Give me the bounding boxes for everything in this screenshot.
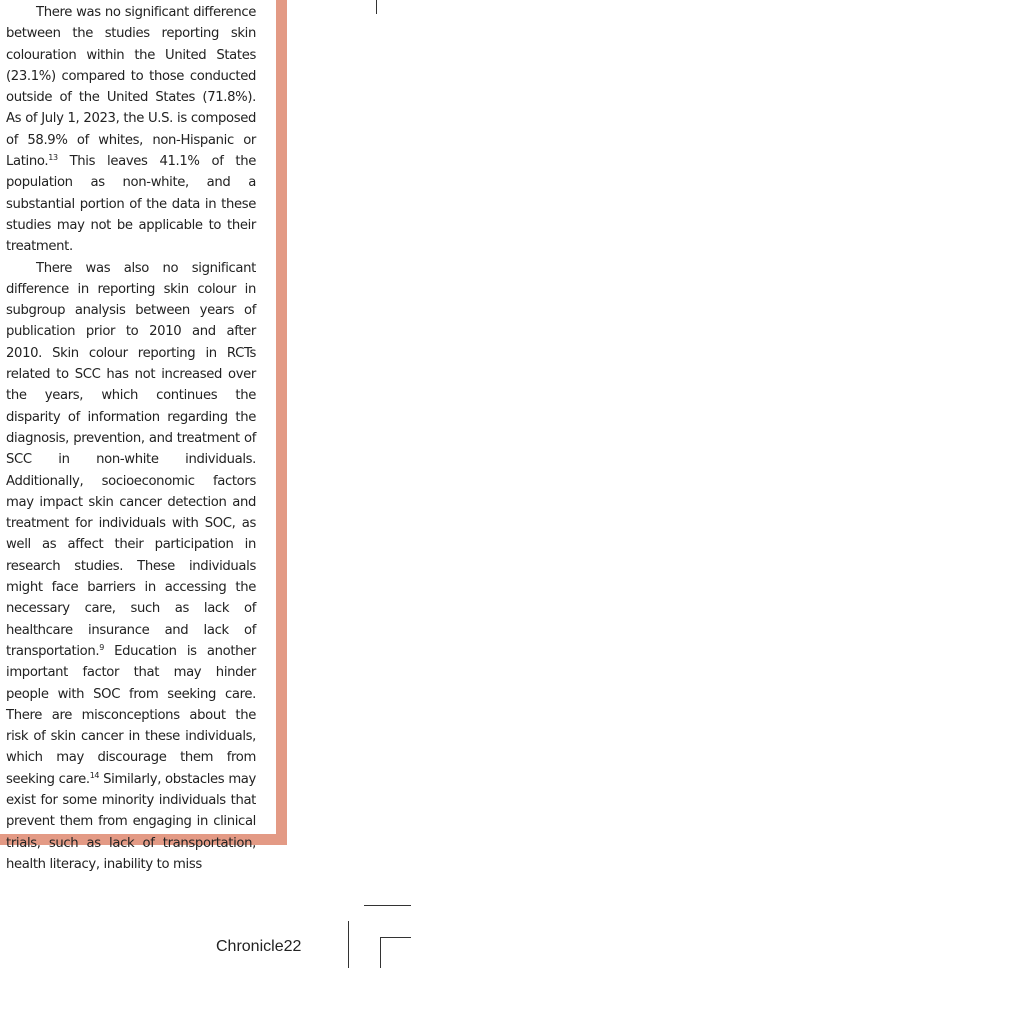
article-column [6,2,256,875]
crop-mark-horizontal [364,905,411,906]
paragraph-1-text-a: There was no significant difference between the studies reporting skin colouration within the United States (23.1%) compared to those conducted outside of the United States (71.8%). As of July 1, 2023, the U.S. is composed of 58.9% of whites, non-Hispanic or Latino. [6,5,256,170]
paragraph-2-text-a: There was also no significant difference in reporting skin colour in subgroup analysis between years of publication prior to 2010 and after 2010. Skin colour reporting in RCTs related to SCC has not increased over the years, which continues the disparity of information regarding the diagnosis, prevention, and treatment of SCC in non-white individuals. Additionally, socioeconomic factors may impact skin cancer detection and treatment for individuals with SOC, as well as affect their participation in research studies. These individuals might face barriers in accessing the necessary care, such as lack of healthcare insurance and lack of transportation. [6,260,256,659]
paragraph-2-text-c: Similarly, obstacles may exist for some minority individuals that prevent them from engaging in clinical trials, such as lack of transportation, health literacy, inability to miss [6,771,256,872]
crop-mark-corner-vertical [380,937,381,968]
crop-mark-top [376,0,377,14]
crop-mark-divider [348,921,349,968]
reference-9: 9 [99,642,104,652]
paragraph-1-text-b: This leaves 41.1% of the population as non-white, and a substantial portion of the data in these studies may not be applicable to their treatment. [6,154,256,255]
crop-mark-corner-horizontal [380,937,411,938]
paragraph-2-text-b: Education is another important factor that may hinder people with SOC from seeking care. There are misconceptions about the risk of skin cancer in these individuals, which may discourage them from seeking care. [6,643,256,787]
paragraph-2 [6,258,256,876]
reference-13: 13 [48,153,58,163]
page-footer-label: Chronicle22 [216,938,302,955]
paragraph-1 [6,2,256,258]
article-panel [0,0,287,872]
reference-14: 14 [89,770,100,780]
